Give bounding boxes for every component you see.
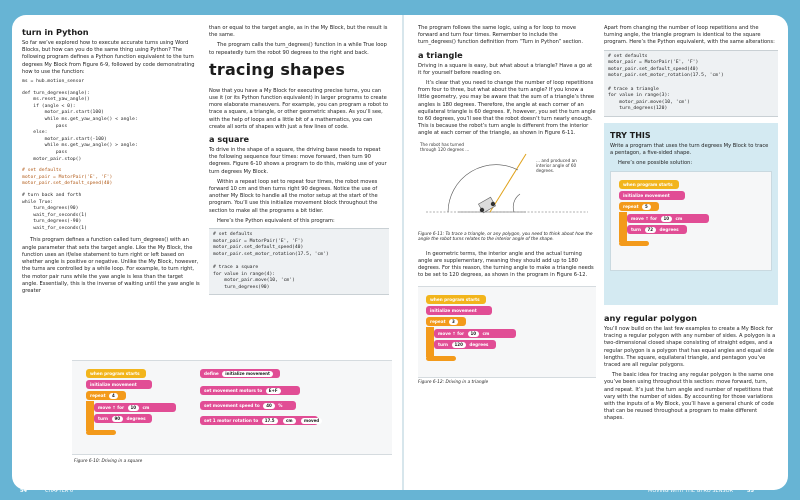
pentagon-program [610,171,772,271]
figure-6-12-caption: Figure 6-12: Driving in a triangle [418,379,489,385]
set-rotation-label: set 1 motor rotation to [204,418,259,423]
right-column-2 [604,25,778,426]
set-motors-label: set movement motors to [204,388,263,393]
left-page-number: 54 [20,488,27,494]
while-true-paragraph: The program calls the turn_degrees() function in a while True loop to repeatedly turn the robot 90 degrees to the right and back. [209,42,387,56]
define-name: initialize movement [222,371,273,377]
chapter-heading-tracing-shapes: tracing shapes [209,59,346,79]
pentagon-move-distance[interactable]: 10 [661,216,673,222]
when-program-starts-block: when program starts [86,369,146,378]
figure-6-12 [418,286,596,378]
motors-value[interactable]: E+F [266,388,281,394]
figure-6-10-caption: Figure 6-10: Driving in a square [74,459,143,464]
pentagon-repeat-body-bar [619,212,627,242]
code-turn-degrees-def: def turn_degrees(angle): ms.reset_yaw_angle() if (angle < 0): motor_pair.start(100) while ms.get_yaw_angle() < angle: pass else: motor_pair.start(-100) while ms.get_yaw_angle() > angle: pass motor_pair.stop() [22,90,138,162]
turn-angle[interactable]: 90 [112,416,124,422]
repeat-label: repeat [90,393,106,398]
right-footer [648,485,754,497]
triangle-turn-angle[interactable]: 120 [452,342,466,348]
left-chapter-label: CHAPTER 6 [44,488,74,494]
code-set-defaults: # set defaults motor_pair = MotorPair('E', 'F') motor_pair.set_default_speed(40) [22,168,113,187]
left-column-2 [209,25,389,300]
triangle-initialize-movement-block: initialize movement [426,306,492,315]
set-rotation-block [200,416,318,425]
left-footer [20,485,73,497]
pentagon-for-word: for [650,215,658,221]
move-block [94,403,176,412]
pentagon-move-label: move [631,215,644,221]
pentagon-repeat-count[interactable]: 5 [642,204,651,210]
pentagon-move-block [627,214,709,223]
turn-block [94,414,152,423]
subheading-any-regular-polygon: any regular polygon [604,312,697,323]
right-page-number: 55 [746,488,754,494]
set-speed-label: set movement speed to [204,403,260,408]
triangle-repeat-count[interactable]: 3 [449,319,458,325]
repeat-count[interactable]: 4 [109,393,118,399]
pentagon-turn-label: turn [631,226,642,232]
try-this-task: Write a program that uses the turn degrees My Block to trace a pentagon, a five-sided shape. [610,142,769,157]
right-column-1 [418,25,596,385]
pentagon-turn-angle[interactable]: 72 [645,227,657,233]
figure-6-11 [418,142,596,230]
set-speed-block [200,401,296,410]
triangle-python-intro: Apart from changing the number of loop repetitions and the turning angle, the triangle program is identical to the square program. Here’s the Python equivalent, with the same alterations: [604,25,775,46]
pentagon-repeat-label: repeat [623,203,639,209]
for-word: for [117,405,125,410]
triangle-when-program-starts-block: when program starts [426,295,486,304]
code-turn-back-forth: # turn back and forth while True: turn_degrees(90) wait_for_seconds(1) turn_degrees(-90) wait_for_seconds(1) [22,192,87,231]
turn-unit: degrees [126,416,146,421]
triangle-paragraph-1: Driving in a square is easy, but what about a triangle? Have a go at it for yourself before reading on. [418,62,593,76]
triangle-repeat-body-bar [426,327,434,357]
rotation-value[interactable]: 17.5 [262,418,278,424]
explanation-paragraph: This program defines a function called turn_degrees() with an angle parameter that sets the target angle. Like the My Block, the function uses an if/else statement to turn right or left based on whether angle is positive or negative. Unlike the My Block, however, the turns are controlled by a while loop. For example, to turn right, the motor pair runs while the yaw angle is less than the target angle. Essentially, this is the inverse of waiting until the yaw angle is greater [22,237,200,294]
figure-6-11-label-right: ... and produced an interior angle of 60 degrees. [536,157,577,174]
move-label: move [98,405,111,410]
triangle-turn-unit: degrees [469,341,489,347]
pentagon-repeat-end [619,241,649,246]
square-paragraph-1: To drive in the shape of a square, the driving base needs to repeat the following sequence four times: move forward, then turn 90 degrees. Figure 6-10 shows a program to do this, making use of your turn degrees My Block. [209,147,387,175]
turn-label: turn [98,416,109,421]
intro-paragraph: So far we’ve explored how to execute accurate turns using Word Blocks, but how can you do the same thing using Python? The following program defines a Python function equivalent to the turn degrees My Block from Figure 6-9, followed by code demonstrating how to use the function: [22,40,195,75]
try-this-box [604,123,778,305]
rotation-unit[interactable]: cm [283,418,296,424]
figure-6-11-caption: Figure 6-11: To trace a triangle, or any polygon, you need to think about how the angle the robot turns relates to the interior angle of the shape. [418,231,593,243]
continued-paragraph: than or equal to the target angle, as in the My Block, but the result is the same. [209,25,388,39]
triangle-turn-label: turn [438,341,449,347]
triangle-for-word: for [457,330,465,336]
pentagon-when-program-starts-block: when program starts [619,180,679,189]
rotation-moved[interactable]: moved [301,418,322,424]
pentagon-move-unit: cm [675,215,683,221]
figure-6-10 [72,360,392,455]
try-this-heading: TRY THIS [610,130,651,140]
define-block [200,369,280,378]
triangle-move-unit: cm [482,330,490,336]
triangle-repeat-block [426,317,466,326]
right-page [404,15,788,490]
python-triangle-code: # set defaults motor_pair = MotorPair('E', 'F') motor_pair.set_default_speed(40) motor_pair.set_motor_rotation(17.5, 'cm') # trace a triangle for value in range(3): motor_pair.move(10, 'cm') turn_degrees(120) [604,50,778,117]
repeat-end [86,430,116,435]
section-heading-turn-in-python: turn in Python [22,27,89,37]
right-chapter-label: MOVING WITH THE GYRO SENSOR [648,488,733,494]
left-column-1 [22,25,200,298]
square-paragraph-3: Here’s the Python equivalent of this program: [217,217,335,224]
triangle-repeat-end [426,356,456,361]
for-loop-paragraph: The program follows the same logic, using a for loop to move forward and turn four times. Remember to include the turn_degrees() function definition from “Turn in Python” section. [418,25,584,46]
triangle-paragraph-2: It’s clear that you need to change the number of loop repetitions from four to three, but what about the turn angle? If you know a little geometry, you may be aware that the sum of a triangle’s three angles is 180 degrees. Therefore, the angle at each corner of an equilateral triangle is 60 degrees. If, however, you set the turn angle to 60 degrees, you’ll see that the robot doesn’t turn nearly enough. This is because the robot’s turn angle is different from the interior angle at each corner of the triangle, as shown in Figure 6-11. [418,80,596,137]
up-arrow-icon: ↑ [452,330,456,336]
subheading-a-triangle: a triangle [418,49,463,60]
triangle-repeat-label: repeat [430,318,446,324]
try-this-solution-intro: Here’s one possible solution: [618,160,693,167]
up-arrow-icon: ↑ [645,215,649,221]
pentagon-repeat-block [619,202,659,211]
tracing-intro-paragraph: Now that you have a My Block for executing precise turns, you can use it (or its Python function equivalent) in larger programs to create more elaborate maneuvers. For example, you can program a robot to trace a square, a triangle, or other geometric shapes. As you’ll see, with the help of loops and a little bit of a mathematics, you can create all sorts of shapes with just a few lines of code. [209,87,389,130]
left-page [12,15,402,490]
move-unit: cm [142,405,150,410]
triangle-turn-diagram [418,142,596,230]
python-square-code: # set defaults motor_pair = MotorPair('E', 'F') motor_pair.set_default_speed(40) motor_pair.set_motor_rotation(17.5, 'cm') # trace a square for value in range(4): motor_pair.move(10, 'cm') turn_degrees(90) [209,228,389,295]
polygon-paragraph-2: The basic idea for tracing any regular polygon is the same one you’ve been using throughout this section: move forward, turn, and repeat. It’s just the turn angle and number of repetitions that vary with the number of sides. By accounting for those variations with the inputs of a My Block, you’ll have a general chunk of code that can be reused throughout a program to make different shapes. [604,372,774,422]
pentagon-turn-block [627,225,687,234]
triangle-move-distance[interactable]: 10 [468,331,480,337]
repeat-block [86,391,126,400]
square-paragraph-2: Within a repeat loop set to repeat four times, the robot moves forward 10 cm and then turns right 90 degrees. Notice the use of another My Block to handle all the motor setup at the start of the program. You’ll use this initialize movement block throughout the section to make all the programs a bit tidier. [209,178,378,214]
initialize-movement-block: initialize movement [86,380,152,389]
pentagon-initialize-movement-block: initialize movement [619,191,685,200]
subheading-a-square: a square [209,134,250,145]
polygon-paragraph-1: You’ll now build on the last few examples to create a My Block for tracing a regular polygon with any number of sides. A polygon is a two-dimensional closed shape consisting of straight edges, and a regular polygon is a polygon that has equal angles and equal side lengths. The square, equilateral triangle, and pentagon you’ve traced are all regular polygons. [604,325,776,368]
set-motors-block [200,386,300,395]
speed-value[interactable]: 40 [263,403,275,409]
figure-6-11-label-left: The robot has turned through 120 degrees ... [420,141,470,152]
speed-unit: % [278,403,283,408]
triangle-move-label: move [438,330,451,336]
pentagon-turn-unit: degrees [659,226,679,232]
supplementary-paragraph: In geometric terms, the interior angle and the actual turning angle are supplementary, meaning they should add up to 180 degrees. For this reason, the turning angle to make a triangle needs to be set to 120 degrees, as shown in the program in Figure 6-12. [418,250,594,279]
triangle-move-block [434,329,516,338]
triangle-turn-block [434,340,496,349]
code-motion-sensor: ms = hub.motion_sensor [22,79,85,85]
up-arrow-icon: ↑ [112,405,116,410]
repeat-body-bar [86,401,94,431]
define-label: define [204,371,219,376]
move-distance[interactable]: 10 [128,405,140,411]
